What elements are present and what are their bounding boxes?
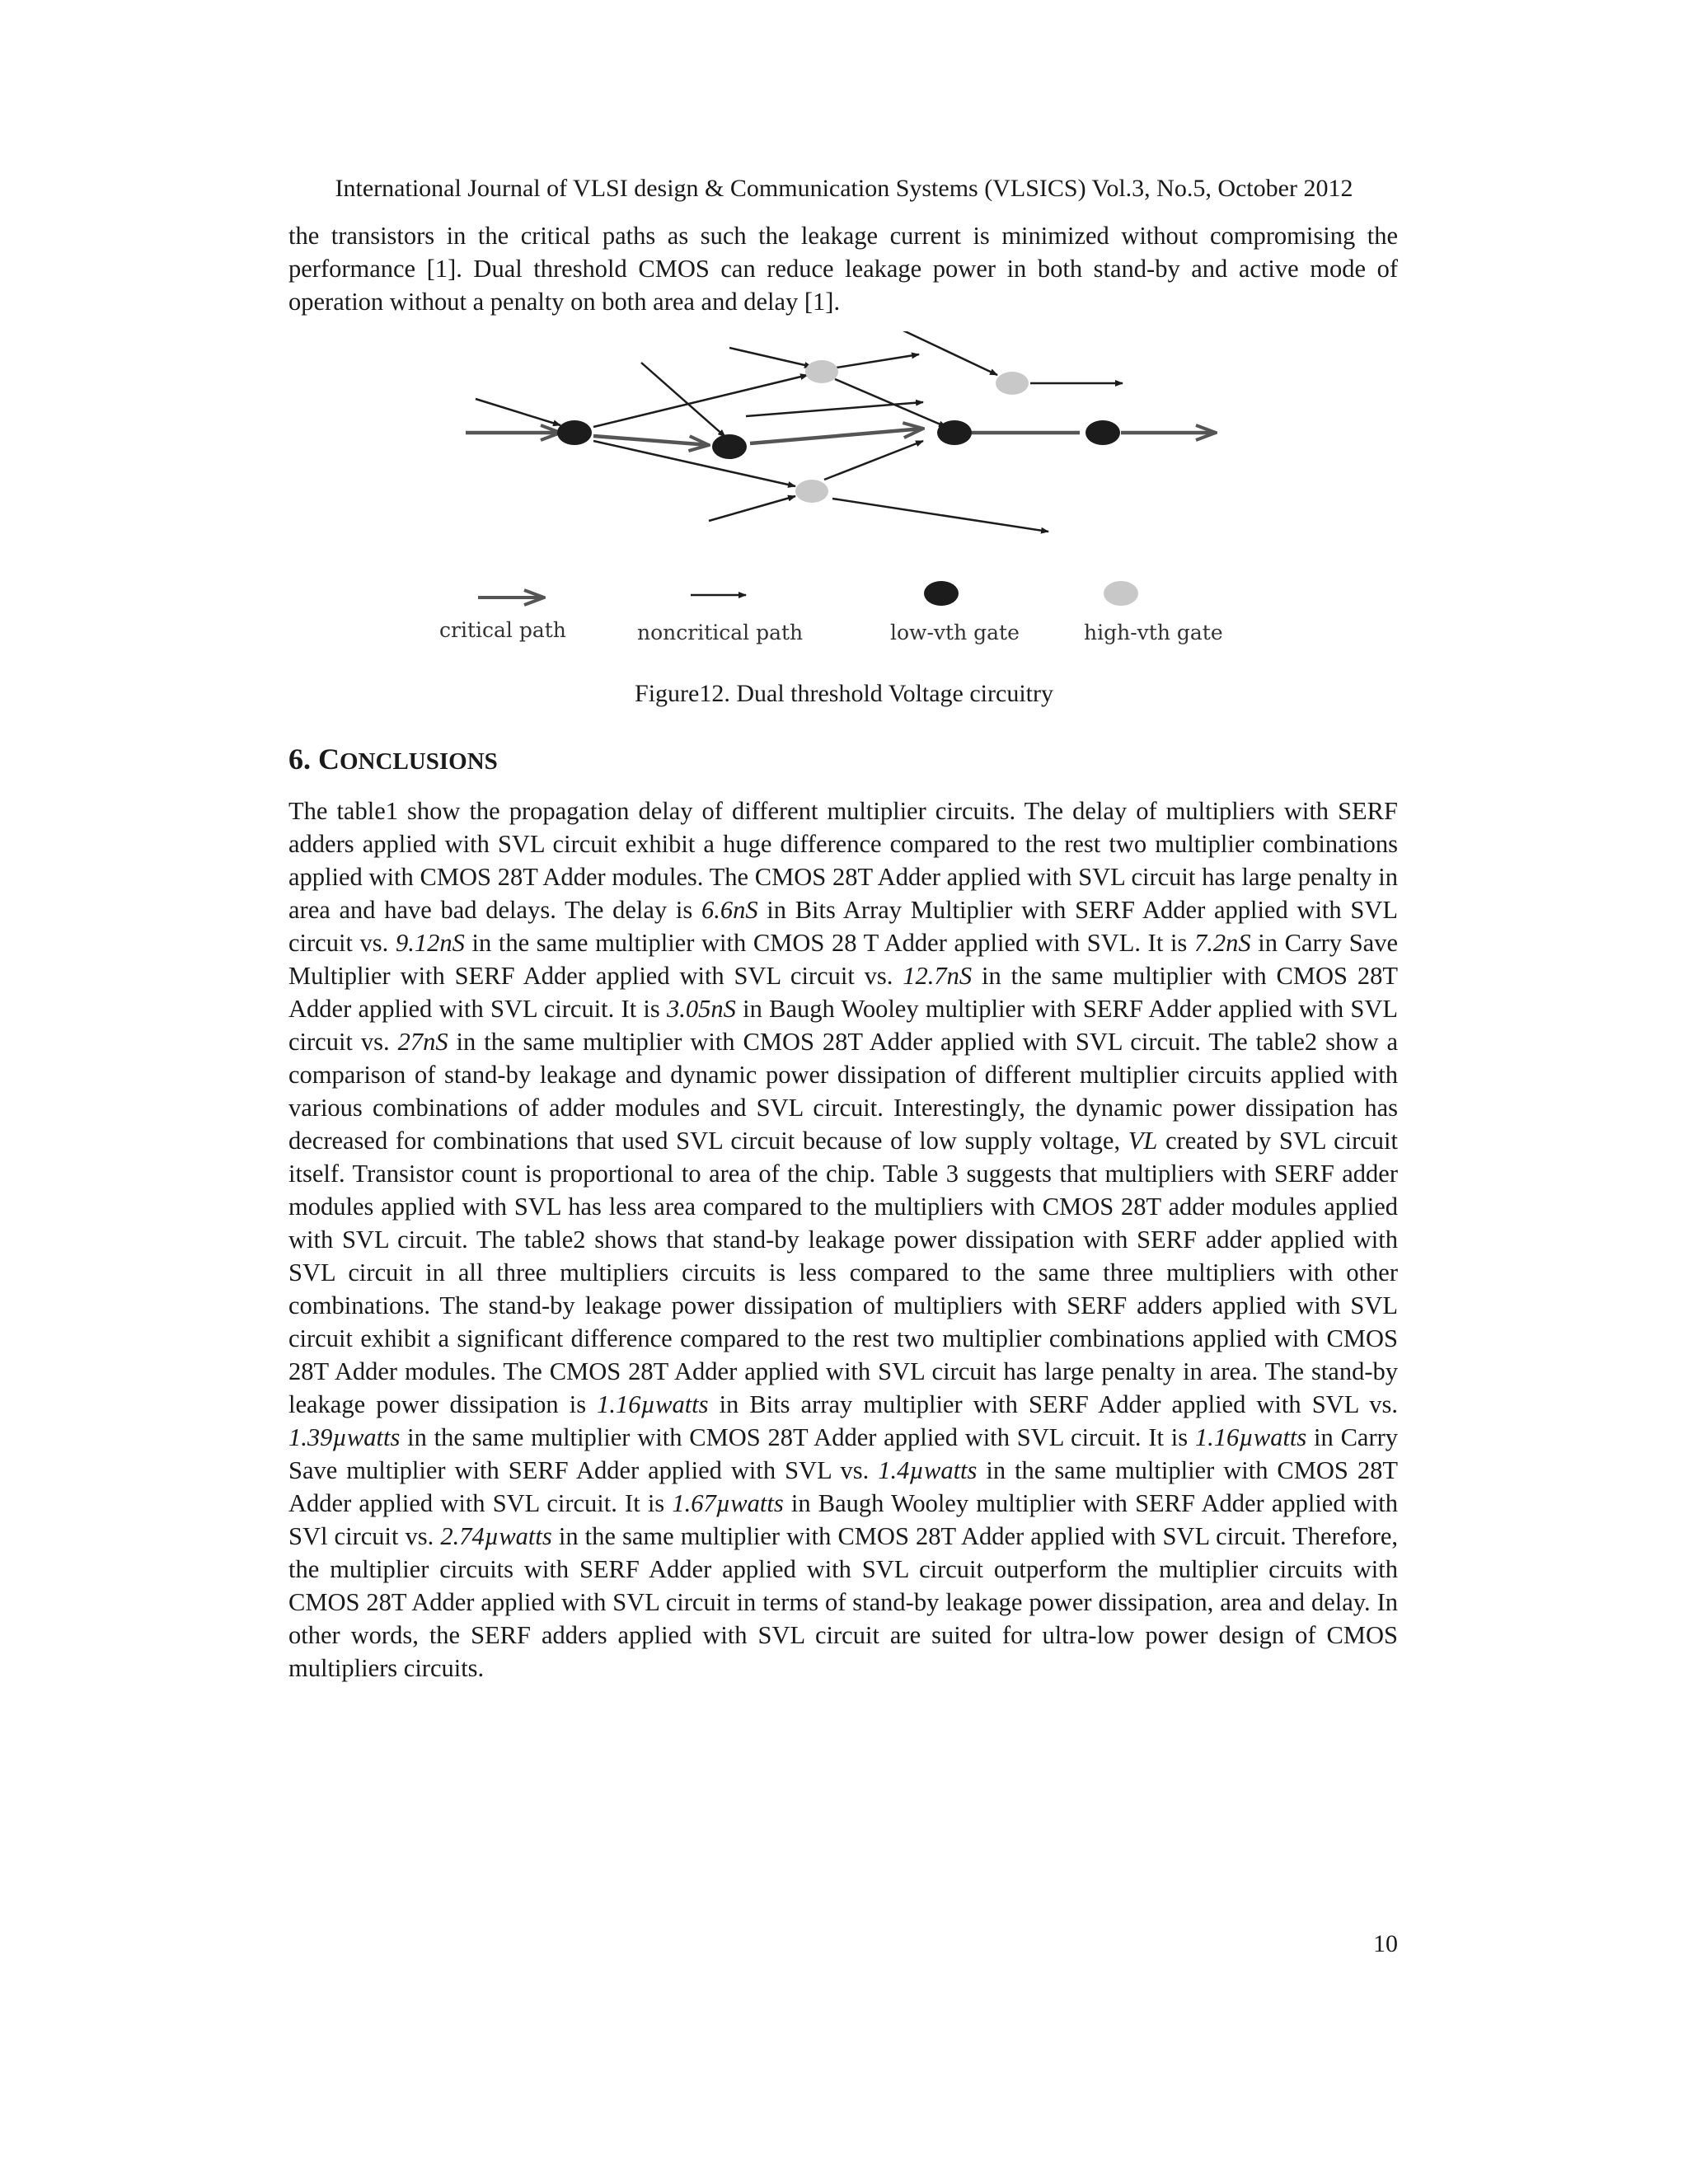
text-run: in the same multiplier with CMOS 28T Adder applied with SVL circuit. It is (288, 962, 1398, 1023)
high-vth-gate (805, 360, 838, 383)
italic-value: 1.4µwatts (878, 1456, 978, 1484)
noncritical-edge (824, 441, 923, 480)
text-run: in the same multiplier with CMOS 28T Adder applied with SVL circuit. Therefore, the multiplier circuits with SERF Adder applied with SVL circuit outperform the multiplier circuits with CMOS 28T Adder applied with SVL circuit in terms of stand-by leakage power dissipation, area and delay. In other words, the SERF adders applied with SVL circuit are suited for ultra-low power design of CMOS multipliers circuits. (288, 1522, 1398, 1682)
legend-noncritical-label: noncritical path (637, 621, 804, 644)
low-vth-gate (557, 420, 592, 445)
italic-value: 9.12nS (395, 929, 465, 957)
critical-edge (750, 429, 923, 443)
noncritical-edge (875, 331, 997, 375)
italic-value: VL (1128, 1127, 1158, 1155)
italic-value: 1.16µwatts (597, 1390, 709, 1418)
text-run: in Baugh Wooley multiplier with SERF Adder applied with SVL circuit vs. (288, 995, 1398, 1056)
noncritical-edge (746, 402, 923, 416)
dual-threshold-figure (429, 331, 1286, 669)
noncritical-edge (709, 496, 795, 521)
noncritical-edge (729, 348, 812, 367)
legend-high-vth-dot (1104, 581, 1138, 606)
text-run: in Bits Array Multiplier with SERF Adder applied with SVL circuit vs. (288, 896, 1398, 957)
text-run: in the same multiplier with CMOS 28T Adder applied with SVL circuit. It is (288, 1456, 1398, 1517)
italic-value: 12.7nS (903, 962, 973, 990)
journal-header: International Journal of VLSI design & Communication Systems (VLSICS) Vol.3, No.5, October 2012 (335, 175, 1353, 202)
intro-paragraph: the transistors in the critical paths as such the leakage current is minimized without compromising the performance [1]. Dual threshold CMOS can reduce leakage power in both stand-by and active mode of operation without a penalty on both area and delay [1]. (288, 222, 1398, 316)
section-heading-number: 6. C (288, 743, 340, 776)
text-run: in Bits array multiplier with SERF Adder applied with SVL vs. (708, 1390, 1399, 1418)
text-run: in the same multiplier with CMOS 28T Adder applied with SVL circuit. It is (400, 1423, 1195, 1451)
italic-value: 27nS (397, 1028, 448, 1056)
text-run: in Carry Save Multiplier with SERF Adder applied with SVL circuit vs. (288, 929, 1398, 990)
high-vth-gate (996, 372, 1029, 395)
legend-critical-label: critical path (439, 618, 566, 642)
noncritical-edge (837, 354, 919, 368)
italic-value: 3.05nS (667, 995, 736, 1023)
section-heading-title: ONCLUSIONS (340, 748, 498, 775)
italic-value: 1.16µwatts (1194, 1423, 1307, 1451)
text-run: created by SVL circuit itself. Transistor count is proportional to area of the chip. Table 3 suggests that multipliers with SERF adder modules applied with SVL has less area compared to the multipliers with CMOS 28T adder modules applied with SVL circuit. The table2 shows that stand-by leakage power dissipation with SERF adder applied with SVL circuit in all three multipliers circuits is less compared to the same three multipliers with other combinations. The stand-by leakage power dissipation of multipliers with SERF adders applied with SVL circuit exhibit a significant difference compared to the rest two multiplier combinations applied with CMOS 28T Adder modules. The CMOS 28T Adder applied with SVL circuit has large penalty in area. The stand-by leakage power dissipation is (288, 1127, 1398, 1418)
italic-value: 6.6nS (701, 896, 758, 924)
text-run: in the same multiplier with CMOS 28 T Adder applied with SVL. It is (464, 929, 1194, 957)
low-vth-gate (1085, 420, 1120, 445)
italic-value: 1.67µwatts (672, 1489, 784, 1517)
section-heading (288, 742, 498, 776)
italic-value: 7.2nS (1193, 929, 1251, 957)
legend-low-vth-label: low-vth gate (890, 621, 1020, 644)
noncritical-edge (641, 363, 725, 437)
noncritical-edge (835, 379, 946, 427)
noncritical-edge (593, 375, 808, 427)
text-run: The table1 show the propagation delay of different multiplier circuits. The delay of multipliers with SERF adders applied with SVL circuit exhibit a huge difference compared to the rest two multiplier combinations applied with CMOS 28T Adder modules. The CMOS 28T Adder applied with SVL circuit has large penalty in area and have bad delays. The delay is (288, 797, 1398, 924)
italic-value: 2.74µwatts (440, 1522, 552, 1550)
noncritical-edge (593, 441, 795, 486)
low-vth-gate (712, 434, 747, 459)
noncritical-edge (832, 499, 1048, 532)
text-run: in Baugh Wooley multiplier with SERF Adder applied with SVl circuit vs. (288, 1489, 1398, 1550)
figure-legend (439, 581, 1223, 644)
critical-edge (593, 436, 709, 445)
text-run: in Carry Save multiplier with SERF Adder applied with SVL vs. (288, 1423, 1399, 1484)
text-run: in the same multiplier with CMOS 28T Adder applied with SVL circuit. The table2 show a comparison of stand-by leakage and dynamic power dissipation of different multiplier circuits applied with various combinations of adder modules and SVL circuit. Interestingly, the dynamic power dissipation has decreased for combinations that used SVL circuit because of low supply voltage, (288, 1028, 1398, 1155)
legend-high-vth-label: high-vth gate (1084, 621, 1223, 644)
page-number: 10 (1373, 1930, 1398, 1957)
figure-caption: Figure12. Dual threshold Voltage circuitry (635, 680, 1053, 707)
noncritical-edge (476, 399, 560, 425)
conclusions-paragraph (288, 794, 1398, 1685)
high-vth-gate (795, 480, 828, 503)
low-vth-gate (937, 420, 972, 445)
italic-value: 1.39µwatts (288, 1423, 401, 1451)
legend-low-vth-dot (924, 581, 959, 606)
